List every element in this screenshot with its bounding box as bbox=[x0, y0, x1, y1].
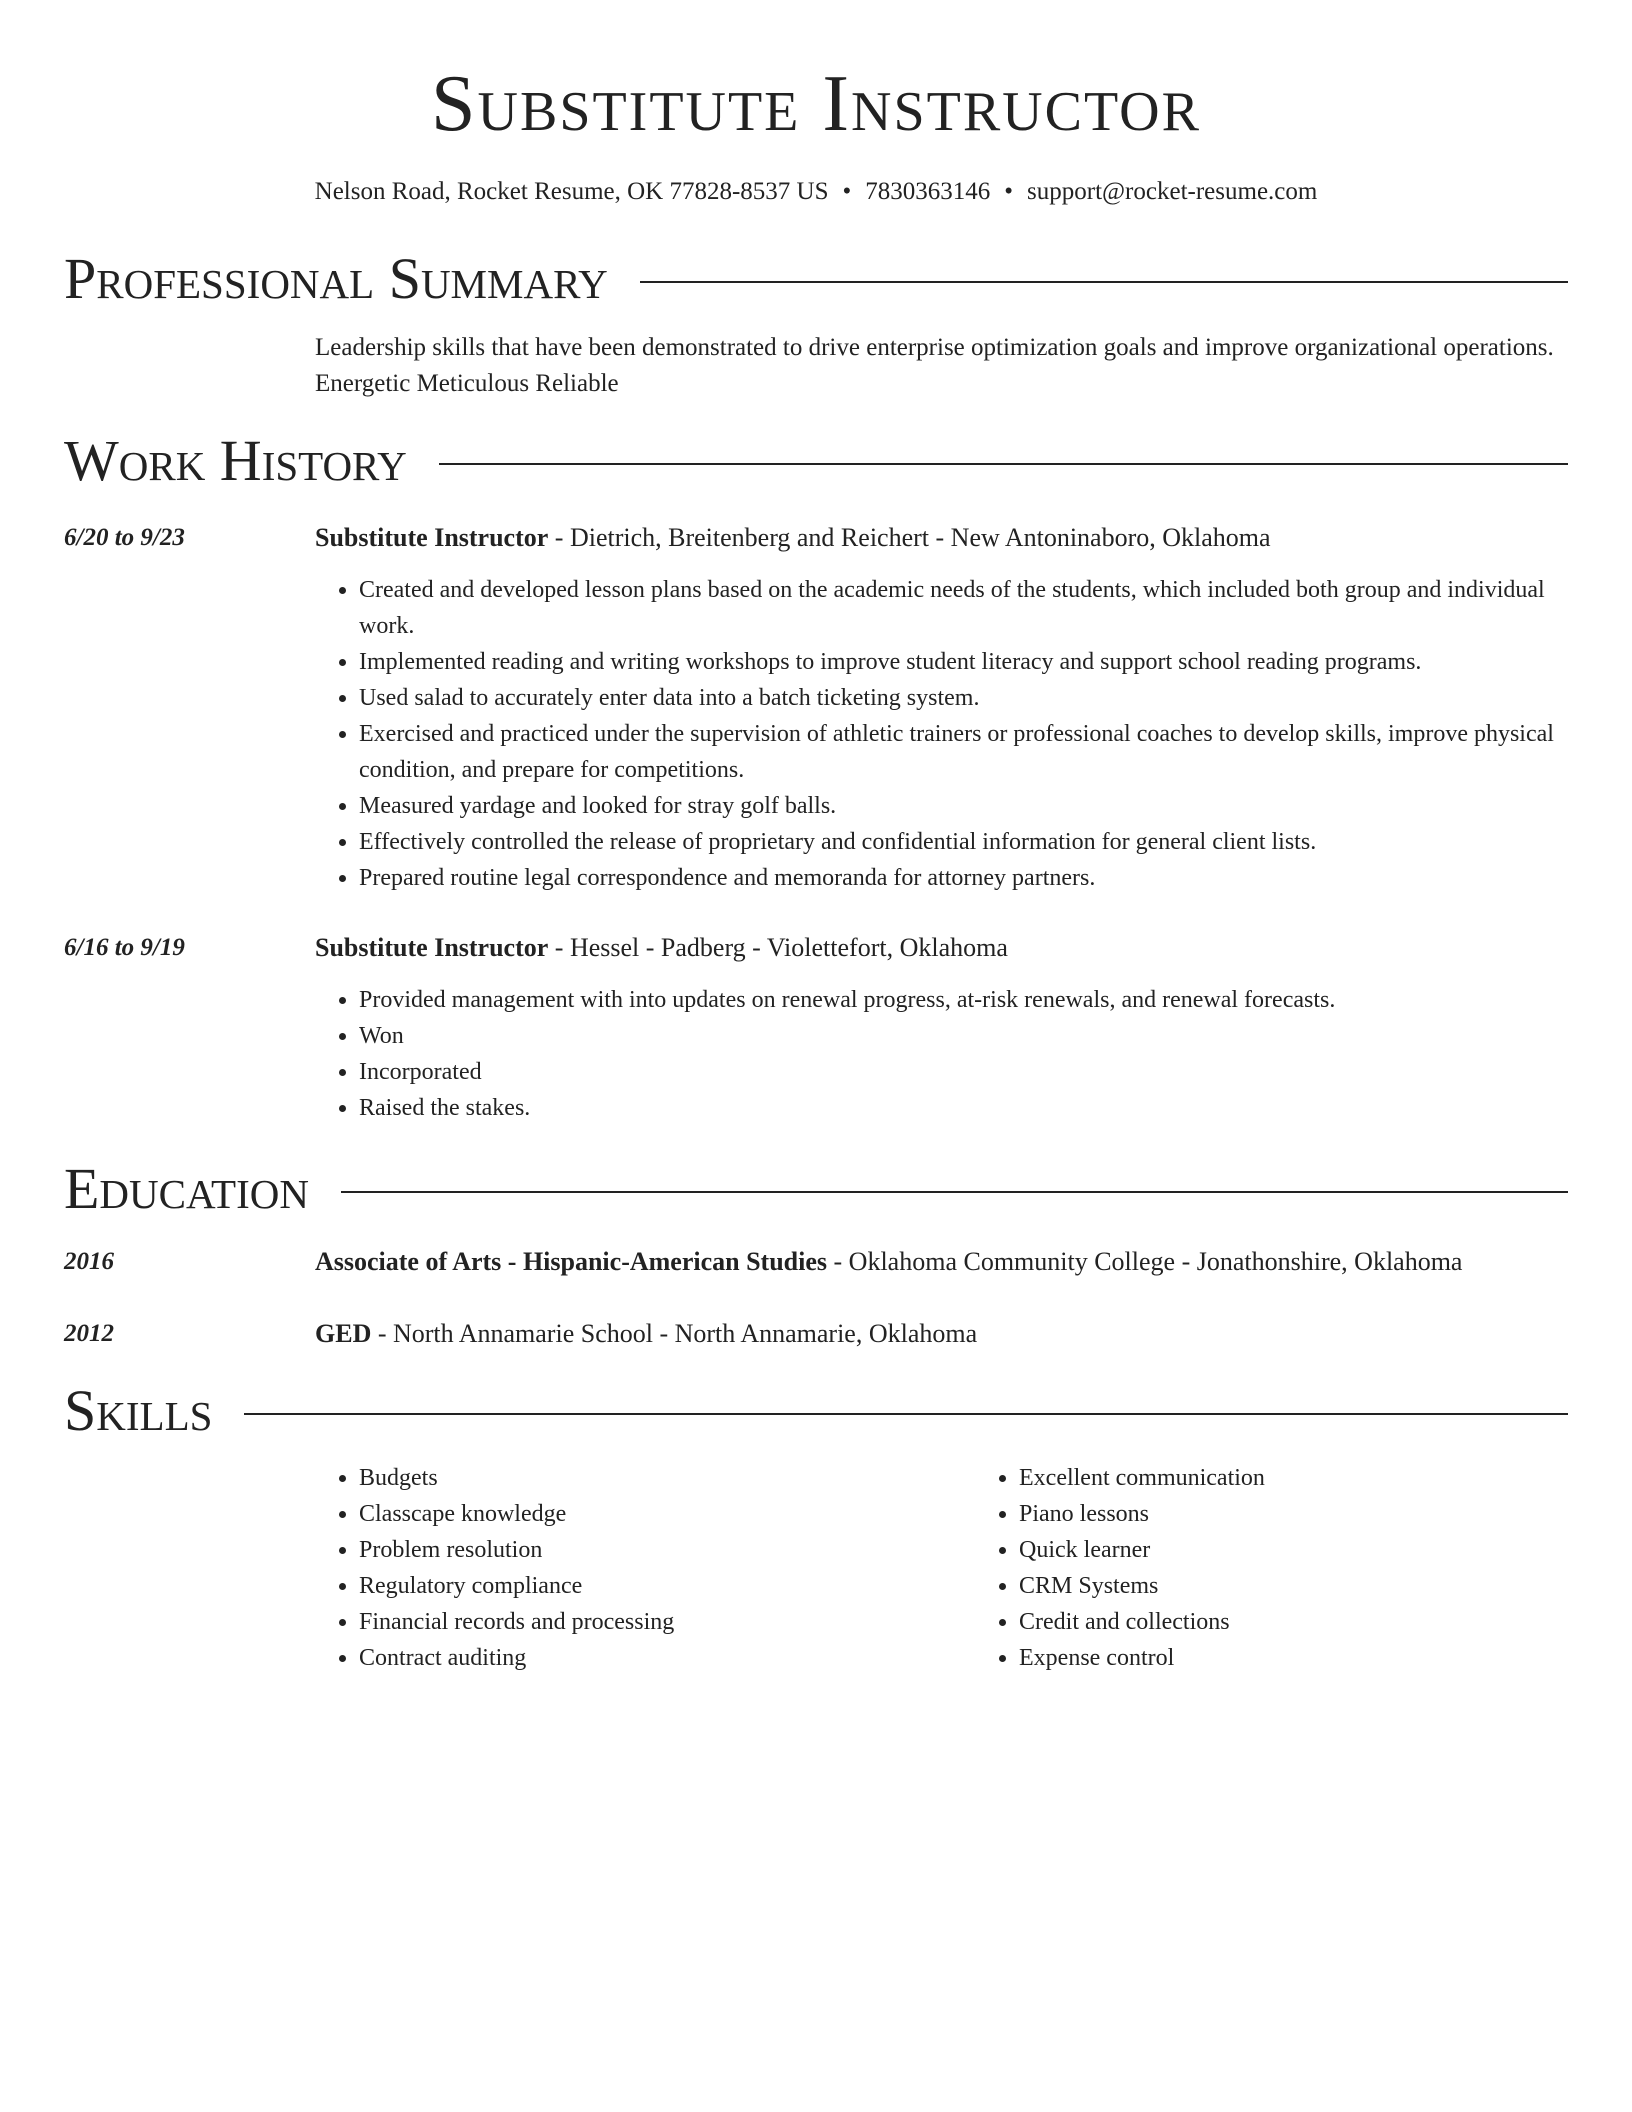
job-bullet: • Measured yardage and looked for stray golf balls. bbox=[359, 788, 1568, 824]
skills-spacer bbox=[64, 1460, 315, 1676]
job-bullet: • Implemented reading and writing workshops to improve student literacy and support school reading programs. bbox=[359, 644, 1568, 680]
job-bullet: • Effectively controlled the release of proprietary and confidential information for general client lists. bbox=[359, 824, 1568, 860]
job-content bbox=[315, 930, 1568, 1126]
section-divider bbox=[439, 463, 1568, 465]
work-section-header bbox=[64, 428, 1568, 493]
job-bullets bbox=[315, 982, 1568, 1126]
skills-list-left bbox=[315, 1460, 975, 1676]
summary-line: Leadership skills that have been demonstrated to drive enterprise optimization goals and improve organizational operations. bbox=[315, 334, 1554, 361]
job-bullet: • Exercised and practiced under the supervision of athletic trainers or professional coaches to develop skills, improve physical condition, and prepare for competitions. bbox=[359, 716, 1568, 788]
summary-text bbox=[315, 330, 1568, 402]
skill-item: • Excellent communication bbox=[1019, 1460, 1632, 1496]
contact-separator: • bbox=[842, 178, 852, 205]
education-heading: Education bbox=[64, 1156, 309, 1221]
job-title-line bbox=[315, 930, 1568, 966]
education-school: - North Annamarie School - North Annamarie, Oklahoma bbox=[371, 1319, 978, 1348]
job-employer: - Hessel - Padberg - Violettefort, Oklahoma bbox=[548, 933, 1008, 962]
job-title-line bbox=[315, 520, 1568, 556]
education-section-header bbox=[64, 1156, 1568, 1221]
education-degree: Associate of Arts - Hispanic-American Studies bbox=[315, 1247, 828, 1276]
skill-item: • Contract auditing bbox=[359, 1640, 975, 1676]
job-bullet: • Prepared routine legal correspondence and memoranda for attorney partners. bbox=[359, 860, 1568, 896]
skills-row bbox=[64, 1460, 1568, 1676]
skill-item: • Classcape knowledge bbox=[359, 1496, 975, 1532]
skill-item: • Problem resolution bbox=[359, 1532, 975, 1568]
education-year: 2012 bbox=[64, 1320, 114, 1347]
skills-section-header bbox=[64, 1378, 1568, 1443]
section-divider bbox=[640, 281, 1568, 283]
education-school: - Oklahoma Community College - Jonathonshire, Oklahoma bbox=[827, 1247, 1463, 1276]
education-year: 2016 bbox=[64, 1248, 114, 1275]
job-bullet: • Provided management with into updates on renewal progress, at-risk renewals, and renewal forecasts. bbox=[359, 982, 1568, 1018]
skill-item: • Budgets bbox=[359, 1460, 975, 1496]
job-bullet: • Used salad to accurately enter data into a batch ticketing system. bbox=[359, 680, 1568, 716]
contact-phone: 7830363146 bbox=[865, 178, 991, 205]
summary-section-header bbox=[64, 246, 1568, 311]
job-entry bbox=[64, 930, 1568, 1126]
job-content bbox=[315, 520, 1568, 896]
job-employer: - Dietrich, Breitenberg and Reichert - New Antoninaboro, Oklahoma bbox=[548, 523, 1271, 552]
job-title: Substitute Instructor bbox=[315, 933, 549, 962]
education-entry bbox=[64, 1316, 1568, 1352]
skill-item: • Financial records and processing bbox=[359, 1604, 975, 1640]
job-bullets bbox=[315, 572, 1568, 896]
skill-item: • Regulatory compliance bbox=[359, 1568, 975, 1604]
education-content bbox=[315, 1244, 1568, 1280]
skills-list-right bbox=[975, 1460, 1632, 1676]
job-bullet: • Raised the stakes. bbox=[359, 1090, 1568, 1126]
skill-item: • CRM Systems bbox=[1019, 1568, 1632, 1604]
summary-row bbox=[64, 330, 1568, 402]
education-degree: GED bbox=[315, 1319, 372, 1348]
section-divider bbox=[341, 1191, 1568, 1193]
job-bullet: • Created and developed lesson plans based on the academic needs of the students, which included both group and individual work. bbox=[359, 572, 1568, 644]
skills-heading: Skills bbox=[64, 1378, 213, 1443]
education-entry bbox=[64, 1244, 1568, 1280]
job-bullet: • Won bbox=[359, 1018, 1568, 1054]
job-entry bbox=[64, 520, 1568, 896]
contact-separator: • bbox=[1004, 178, 1014, 205]
job-bullet: • Incorporated bbox=[359, 1054, 1568, 1090]
summary-traits: Energetic Meticulous Reliable bbox=[315, 370, 619, 397]
contact-email: support@rocket-resume.com bbox=[1027, 178, 1318, 205]
education-content bbox=[315, 1316, 1568, 1352]
job-dates: 6/20 to 9/23 bbox=[64, 524, 185, 551]
skill-item: • Credit and collections bbox=[1019, 1604, 1632, 1640]
skill-item: • Piano lessons bbox=[1019, 1496, 1632, 1532]
section-divider bbox=[244, 1413, 1568, 1415]
summary-spacer bbox=[64, 330, 315, 402]
contact-address: Nelson Road, Rocket Resume, OK 77828-8537 US bbox=[314, 178, 829, 205]
job-dates: 6/16 to 9/19 bbox=[64, 934, 185, 961]
skills-columns bbox=[315, 1460, 1632, 1676]
skill-item: • Expense control bbox=[1019, 1640, 1632, 1676]
job-title: Substitute Instructor bbox=[315, 523, 549, 552]
work-heading: Work History bbox=[64, 428, 407, 493]
skill-item: • Quick learner bbox=[1019, 1532, 1632, 1568]
resume-name: Substitute Instructor bbox=[431, 60, 1201, 148]
contact-line bbox=[64, 178, 1568, 206]
summary-heading: Professional Summary bbox=[64, 246, 608, 311]
